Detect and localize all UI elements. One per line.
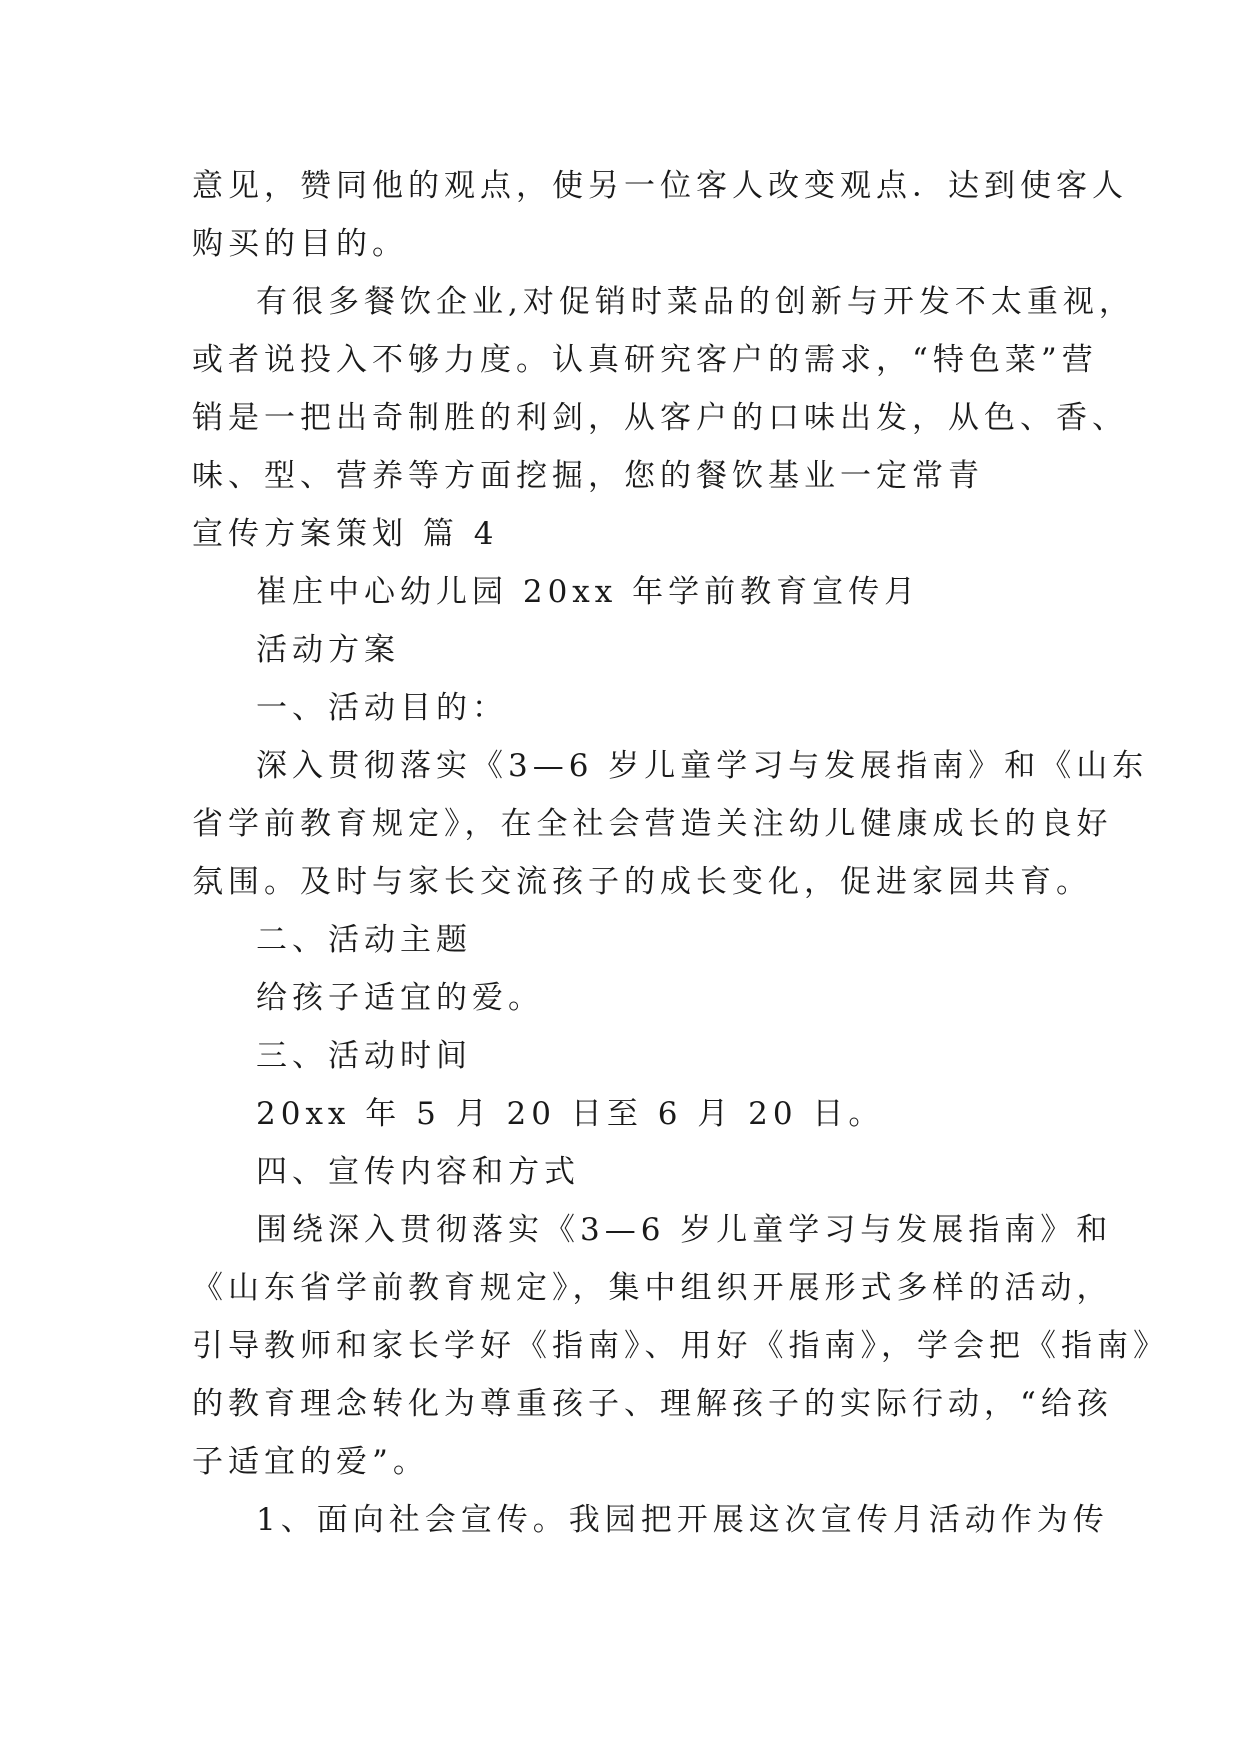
text-line: 有很多餐饮企业,对促销时菜品的创新与开发不太重视， bbox=[256, 284, 1135, 320]
text-line: 子适宜的爱”。 bbox=[192, 1444, 429, 1480]
text-line: 味、型、营养等方面挖掘，您的餐饮基业一定常青 bbox=[192, 458, 984, 494]
text-line: 活动方案 bbox=[256, 632, 400, 668]
text-line: 深入贯彻落实《3—6 岁儿童学习与发展指南》和《山东 bbox=[256, 748, 1149, 784]
text-line: 购买的目的。 bbox=[192, 226, 408, 262]
text-line: 省学前教育规定》，在全社会营造关注幼儿健康成长的良好 bbox=[192, 806, 1113, 842]
text-line: 给孩子适宜的爱。 bbox=[256, 980, 544, 1016]
text-line: 一、活动目的： bbox=[256, 690, 508, 726]
text-line: 崔庄中心幼儿园 20xx 年学前教育宣传月 bbox=[256, 574, 921, 610]
text-line: 销是一把出奇制胜的利剑，从客户的口味出发，从色、香、 bbox=[192, 400, 1128, 436]
text-line: 围绕深入贯彻落实《3—6 岁儿童学习与发展指南》和 bbox=[256, 1212, 1113, 1248]
text-line: 1、面向社会宣传。我园把开展这次宣传月活动作为传 bbox=[256, 1502, 1109, 1538]
section-heading: 宣传方案策划 篇 4 bbox=[192, 516, 499, 552]
text-line: 《山东省学前教育规定》，集中组织开展形式多样的活动， bbox=[192, 1270, 1113, 1306]
text-line: 引导教师和家长学好《指南》、用好《指南》，学会把《指南》 bbox=[192, 1328, 1169, 1364]
text-line: 20xx 年 5 月 20 日至 6 月 20 日。 bbox=[256, 1096, 885, 1132]
text-line: 的教育理念转化为尊重孩子、理解孩子的实际行动，“给孩 bbox=[192, 1386, 1113, 1422]
text-line: 或者说投入不够力度。认真研究客户的需求，“特色菜”营 bbox=[192, 342, 1098, 378]
text-line: 二、活动主题 bbox=[256, 922, 472, 958]
text-line: 氛围。及时与家长交流孩子的成长变化，促进家园共育。 bbox=[192, 864, 1092, 900]
text-line: 意见，赞同他的观点，使另一位客人改变观点．达到使客人 bbox=[192, 168, 1128, 204]
text-line: 三、活动时间 bbox=[256, 1038, 472, 1074]
text-line: 四、宣传内容和方式 bbox=[256, 1154, 580, 1190]
